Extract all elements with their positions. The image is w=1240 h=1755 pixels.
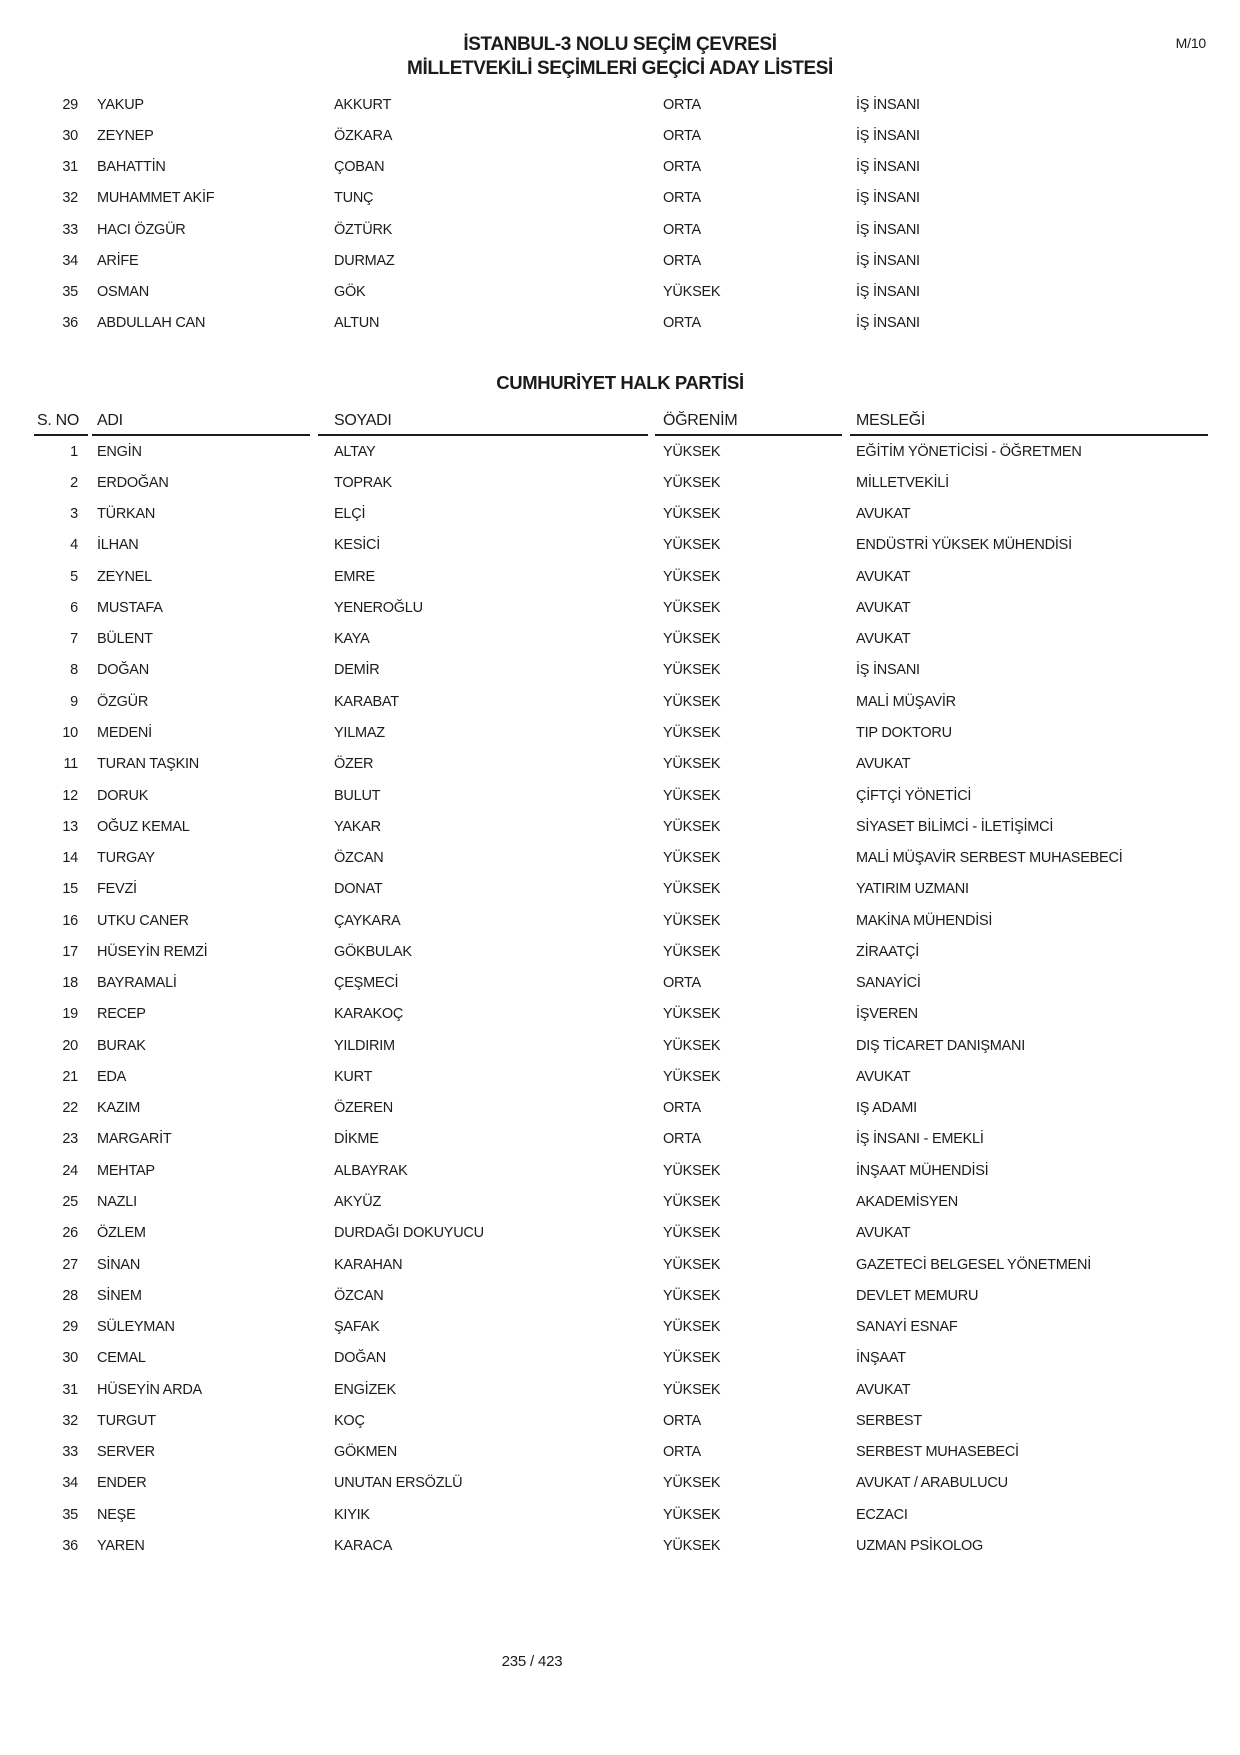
cell-ogrenim: YÜKSEK bbox=[663, 537, 721, 554]
cell-adi: HACI ÖZGÜR bbox=[97, 221, 186, 238]
cell-sira-no: 3 bbox=[70, 506, 78, 523]
candidate-row bbox=[0, 245, 1240, 276]
cell-meslegi: SERBEST MUHASEBECİ bbox=[856, 1444, 1019, 1461]
candidate-row bbox=[0, 686, 1240, 717]
cell-ogrenim: YÜKSEK bbox=[663, 756, 721, 773]
cell-soyadi: ŞAFAK bbox=[334, 1319, 380, 1336]
cell-meslegi: ZİRAATÇİ bbox=[856, 943, 919, 960]
cell-ogrenim: ORTA bbox=[663, 1444, 701, 1461]
cell-ogrenim: YÜKSEK bbox=[663, 1225, 721, 1242]
cell-soyadi: ÖZEREN bbox=[334, 1100, 393, 1117]
cell-adi: ZEYNEP bbox=[97, 127, 154, 144]
cell-soyadi: YAKAR bbox=[334, 818, 381, 835]
candidate-row bbox=[0, 624, 1240, 655]
cell-meslegi: AVUKAT / ARABULUCU bbox=[856, 1475, 1008, 1492]
cell-adi: NEŞE bbox=[97, 1506, 136, 1523]
cell-meslegi: EĞİTİM YÖNETİCİSİ - ÖĞRETMEN bbox=[856, 443, 1082, 460]
candidate-row bbox=[0, 811, 1240, 842]
cell-sira-no: 13 bbox=[62, 818, 78, 835]
candidate-row bbox=[0, 183, 1240, 214]
candidate-row bbox=[0, 1061, 1240, 1092]
cell-soyadi: KURT bbox=[334, 1068, 373, 1085]
cell-soyadi: KOÇ bbox=[334, 1412, 365, 1429]
cell-meslegi: AVUKAT bbox=[856, 1068, 911, 1085]
cell-ogrenim: ORTA bbox=[663, 315, 701, 332]
party-candidate-list bbox=[0, 436, 1240, 1562]
cell-adi: ENGİN bbox=[97, 443, 142, 460]
cell-adi: ENDER bbox=[97, 1475, 147, 1492]
candidate-row bbox=[0, 1249, 1240, 1280]
cell-soyadi: YILDIRIM bbox=[334, 1037, 395, 1054]
cell-meslegi: AVUKAT bbox=[856, 506, 911, 523]
cell-adi: NAZLI bbox=[97, 1194, 137, 1210]
cell-meslegi: İŞ İNSANI bbox=[856, 662, 920, 679]
cell-adi: KAZIM bbox=[97, 1100, 141, 1117]
cell-ogrenim: YÜKSEK bbox=[663, 818, 721, 835]
cell-adi: ABDULLAH CAN bbox=[97, 315, 206, 332]
candidate-row bbox=[0, 1124, 1240, 1155]
cell-sira-no: 28 bbox=[62, 1287, 78, 1304]
cell-sira-no: 9 bbox=[70, 693, 78, 710]
cell-soyadi: ELÇİ bbox=[334, 506, 366, 523]
cell-soyadi: UNUTAN ERSÖZLÜ bbox=[334, 1475, 463, 1492]
cell-ogrenim: YÜKSEK bbox=[663, 1068, 721, 1085]
cell-meslegi: IŞ ADAMI bbox=[856, 1100, 917, 1117]
cell-ogrenim: ORTA bbox=[663, 127, 701, 144]
candidate-row bbox=[0, 1468, 1240, 1499]
cell-sira-no: 7 bbox=[70, 631, 78, 648]
candidate-row bbox=[0, 1280, 1240, 1311]
cell-sira-no: 18 bbox=[62, 975, 78, 992]
cell-meslegi: UZMAN PSİKOLOG bbox=[856, 1537, 984, 1554]
cell-adi: UTKU CANER bbox=[97, 912, 189, 929]
cell-soyadi: KAYA bbox=[334, 631, 370, 648]
cell-adi: BAYRAMALİ bbox=[97, 975, 177, 992]
cell-sira-no: 27 bbox=[62, 1256, 78, 1273]
cell-ogrenim: YÜKSEK bbox=[663, 850, 721, 867]
cell-sira-no: 36 bbox=[62, 315, 78, 332]
column-header-adi: ADI bbox=[97, 411, 123, 429]
cell-adi: MEHTAP bbox=[97, 1162, 155, 1179]
cell-soyadi: ÖZER bbox=[334, 756, 374, 773]
cell-sira-no: 5 bbox=[70, 568, 78, 585]
cell-adi: ARİFE bbox=[97, 252, 139, 269]
cell-ogrenim: YÜKSEK bbox=[663, 631, 721, 648]
cell-adi: BURAK bbox=[97, 1037, 146, 1054]
candidate-row bbox=[0, 561, 1240, 592]
cell-soyadi: TOPRAK bbox=[334, 474, 392, 491]
cell-sira-no: 14 bbox=[62, 850, 78, 867]
cell-meslegi: İŞ İNSANI bbox=[856, 252, 920, 269]
cell-sira-no: 30 bbox=[62, 1350, 78, 1367]
column-header-ogrenim: ÖĞRENİM bbox=[663, 411, 738, 429]
candidate-row bbox=[0, 717, 1240, 748]
candidate-row bbox=[0, 436, 1240, 467]
candidate-row bbox=[0, 1530, 1240, 1561]
candidate-row bbox=[0, 120, 1240, 151]
cell-adi: SÜLEYMAN bbox=[97, 1319, 175, 1336]
candidate-row bbox=[0, 1186, 1240, 1217]
cell-soyadi: KESİCİ bbox=[334, 537, 381, 554]
cell-meslegi: İŞ İNSANI bbox=[856, 96, 920, 113]
cell-soyadi: ÖZTÜRK bbox=[334, 221, 393, 238]
cell-soyadi: KIYIK bbox=[334, 1506, 370, 1523]
cell-ogrenim: YÜKSEK bbox=[663, 1162, 721, 1179]
cell-soyadi: DONAT bbox=[334, 881, 383, 898]
cell-sira-no: 6 bbox=[70, 599, 78, 616]
candidate-row bbox=[0, 1155, 1240, 1186]
cell-ogrenim: YÜKSEK bbox=[663, 1381, 721, 1398]
column-header-meslegi: MESLEĞİ bbox=[856, 411, 926, 429]
cell-meslegi: İŞ İNSANI bbox=[856, 190, 920, 207]
cell-sira-no: 35 bbox=[62, 284, 78, 301]
cell-meslegi: MALİ MÜŞAVİR bbox=[856, 693, 956, 710]
cell-sira-no: 20 bbox=[62, 1037, 78, 1054]
cell-ogrenim: ORTA bbox=[663, 1412, 701, 1429]
column-header-sira-no: S. NO bbox=[37, 411, 80, 429]
cell-adi: HÜSEYİN REMZİ bbox=[97, 943, 208, 960]
candidate-row bbox=[0, 89, 1240, 120]
cell-meslegi: ÇİFTÇİ YÖNETİCİ bbox=[856, 787, 972, 804]
cell-meslegi: İŞ İNSANI bbox=[856, 159, 920, 176]
cell-meslegi: AVUKAT bbox=[856, 756, 911, 773]
cell-adi: HÜSEYİN ARDA bbox=[97, 1381, 202, 1398]
cell-ogrenim: YÜKSEK bbox=[663, 1037, 721, 1054]
cell-ogrenim: YÜKSEK bbox=[663, 881, 721, 898]
cell-soyadi: ALTUN bbox=[334, 315, 380, 332]
page-number: 235 / 423 bbox=[501, 1653, 563, 1670]
cell-meslegi: AVUKAT bbox=[856, 1225, 911, 1242]
cell-ogrenim: YÜKSEK bbox=[663, 662, 721, 679]
cell-ogrenim: YÜKSEK bbox=[663, 943, 721, 960]
cell-ogrenim: YÜKSEK bbox=[663, 693, 721, 710]
candidate-row bbox=[0, 968, 1240, 999]
cell-meslegi: AVUKAT bbox=[856, 599, 911, 616]
candidate-row bbox=[0, 467, 1240, 498]
cell-meslegi: İNŞAAT bbox=[856, 1350, 906, 1367]
cell-sira-no: 26 bbox=[62, 1225, 78, 1242]
cell-adi: SİNEM bbox=[97, 1287, 142, 1304]
cell-adi: TURGAY bbox=[97, 850, 155, 867]
cell-soyadi: TUNÇ bbox=[334, 190, 374, 207]
cell-soyadi: AKYÜZ bbox=[334, 1194, 382, 1210]
cell-sira-no: 2 bbox=[70, 474, 78, 491]
cell-adi: SİNAN bbox=[97, 1256, 141, 1273]
cell-ogrenim: ORTA bbox=[663, 159, 701, 176]
document-title-line2: MİLLETVEKİLİ SEÇİMLERİ GEÇİCİ ADAY LİSTESİ bbox=[407, 58, 833, 79]
candidate-row bbox=[0, 780, 1240, 811]
cell-adi: ZEYNEL bbox=[97, 568, 152, 585]
candidate-row bbox=[0, 749, 1240, 780]
cell-ogrenim: YÜKSEK bbox=[663, 474, 721, 491]
cell-sira-no: 29 bbox=[62, 96, 78, 113]
cell-meslegi: DEVLET MEMURU bbox=[856, 1287, 979, 1304]
cell-sira-no: 15 bbox=[62, 881, 78, 898]
cell-ogrenim: YÜKSEK bbox=[663, 787, 721, 804]
cell-ogrenim: YÜKSEK bbox=[663, 1537, 721, 1554]
cell-ogrenim: ORTA bbox=[663, 252, 701, 269]
candidate-row bbox=[0, 999, 1240, 1030]
cell-adi: ÖZLEM bbox=[97, 1225, 146, 1242]
cell-soyadi: KARACA bbox=[334, 1537, 393, 1554]
cell-ogrenim: YÜKSEK bbox=[663, 1194, 721, 1210]
cell-soyadi: ÇAYKARA bbox=[334, 912, 401, 929]
cell-ogrenim: ORTA bbox=[663, 221, 701, 238]
candidate-row bbox=[0, 1405, 1240, 1436]
cell-meslegi: SİYASET BİLİMCİ - İLETİŞİMCİ bbox=[856, 818, 1054, 835]
cell-sira-no: 32 bbox=[62, 190, 78, 207]
cell-sira-no: 36 bbox=[62, 1537, 78, 1554]
cell-meslegi: YATIRIM UZMANI bbox=[856, 881, 969, 898]
cell-ogrenim: YÜKSEK bbox=[663, 506, 721, 523]
cell-sira-no: 33 bbox=[62, 221, 78, 238]
cell-ogrenim: YÜKSEK bbox=[663, 1350, 721, 1367]
candidate-row bbox=[0, 1030, 1240, 1061]
cell-soyadi: ALTAY bbox=[334, 443, 376, 460]
cell-meslegi: ECZACI bbox=[856, 1506, 908, 1523]
cell-adi: FEVZİ bbox=[97, 881, 137, 898]
cell-meslegi: DIŞ TİCARET DANIŞMANI bbox=[856, 1037, 1026, 1054]
cell-soyadi: ÇEŞMECİ bbox=[334, 975, 399, 992]
cell-sira-no: 31 bbox=[62, 159, 78, 176]
cell-meslegi: AVUKAT bbox=[856, 568, 911, 585]
cell-adi: RECEP bbox=[97, 1006, 146, 1023]
cell-meslegi: MAKİNA MÜHENDİSİ bbox=[856, 912, 993, 929]
cell-sira-no: 22 bbox=[62, 1100, 78, 1117]
cell-ogrenim: YÜKSEK bbox=[663, 1475, 721, 1492]
previous-party-candidate-list bbox=[0, 89, 1240, 339]
cell-meslegi: AVUKAT bbox=[856, 631, 911, 648]
cell-sira-no: 23 bbox=[62, 1131, 78, 1148]
candidate-row bbox=[0, 874, 1240, 905]
cell-soyadi: BULUT bbox=[334, 787, 381, 804]
candidate-row bbox=[0, 530, 1240, 561]
cell-adi: MARGARİT bbox=[97, 1131, 172, 1148]
cell-meslegi: İŞ İNSANI bbox=[856, 315, 920, 332]
cell-adi: ERDOĞAN bbox=[97, 474, 169, 491]
cell-ogrenim: ORTA bbox=[663, 1131, 701, 1148]
page-marker: M/10 bbox=[1175, 35, 1206, 51]
cell-ogrenim: ORTA bbox=[663, 1100, 701, 1117]
cell-soyadi: ÖZCAN bbox=[334, 850, 384, 867]
cell-soyadi: YILMAZ bbox=[334, 725, 385, 742]
candidate-row bbox=[0, 1343, 1240, 1374]
cell-adi: TURAN TAŞKIN bbox=[97, 756, 200, 773]
cell-sira-no: 11 bbox=[63, 756, 78, 773]
cell-adi: DOĞAN bbox=[97, 662, 149, 679]
cell-adi: SERVER bbox=[97, 1444, 155, 1461]
cell-meslegi: ENDÜSTRİ YÜKSEK MÜHENDİSİ bbox=[856, 537, 1072, 554]
table-header-row bbox=[0, 406, 1240, 435]
cell-soyadi: AKKURT bbox=[334, 96, 392, 113]
cell-soyadi: DOĞAN bbox=[334, 1350, 386, 1367]
cell-sira-no: 34 bbox=[62, 252, 78, 269]
party-name-heading: CUMHURİYET HALK PARTİSİ bbox=[496, 372, 744, 393]
cell-ogrenim: ORTA bbox=[663, 190, 701, 207]
document-title-line1: İSTANBUL-3 NOLU SEÇİM ÇEVRESİ bbox=[463, 34, 777, 55]
cell-meslegi: GAZETECİ BELGESEL YÖNETMENİ bbox=[856, 1256, 1091, 1273]
cell-soyadi: DURDAĞI DOKUYUCU bbox=[334, 1225, 484, 1242]
cell-ogrenim: YÜKSEK bbox=[663, 1256, 721, 1273]
cell-meslegi: SANAYİCİ bbox=[856, 975, 921, 992]
cell-adi: MUHAMMET AKİF bbox=[97, 190, 215, 207]
cell-adi: MUSTAFA bbox=[97, 599, 163, 616]
candidate-row bbox=[0, 152, 1240, 183]
cell-meslegi: SANAYİ ESNAF bbox=[856, 1319, 958, 1336]
cell-sira-no: 34 bbox=[62, 1475, 78, 1492]
cell-ogrenim: YÜKSEK bbox=[663, 284, 721, 301]
cell-ogrenim: YÜKSEK bbox=[663, 568, 721, 585]
cell-sira-no: 33 bbox=[62, 1444, 78, 1461]
cell-sira-no: 32 bbox=[62, 1412, 78, 1429]
cell-meslegi: AVUKAT bbox=[856, 1381, 911, 1398]
cell-adi: EDA bbox=[97, 1068, 127, 1085]
candidate-row bbox=[0, 499, 1240, 530]
cell-ogrenim: YÜKSEK bbox=[663, 1319, 721, 1336]
candidate-row bbox=[0, 1093, 1240, 1124]
cell-meslegi: İNŞAAT MÜHENDİSİ bbox=[856, 1162, 989, 1179]
cell-adi: CEMAL bbox=[97, 1350, 146, 1367]
candidate-row bbox=[0, 1311, 1240, 1342]
cell-adi: YAKUP bbox=[97, 96, 144, 113]
cell-sira-no: 12 bbox=[62, 787, 78, 804]
cell-meslegi: TIP DOKTORU bbox=[856, 725, 952, 742]
cell-sira-no: 21 bbox=[62, 1068, 78, 1085]
cell-soyadi: ÇOBAN bbox=[334, 159, 385, 176]
cell-sira-no: 4 bbox=[70, 537, 78, 554]
candidate-row bbox=[0, 1499, 1240, 1530]
cell-sira-no: 8 bbox=[70, 662, 78, 679]
cell-soyadi: ENGİZEK bbox=[334, 1381, 396, 1398]
cell-ogrenim: ORTA bbox=[663, 96, 701, 113]
cell-adi: BÜLENT bbox=[97, 631, 153, 648]
cell-ogrenim: YÜKSEK bbox=[663, 1006, 721, 1023]
cell-soyadi: DİKME bbox=[334, 1131, 379, 1148]
cell-ogrenim: YÜKSEK bbox=[663, 1287, 721, 1304]
candidate-row bbox=[0, 277, 1240, 308]
cell-sira-no: 17 bbox=[62, 943, 78, 960]
cell-adi: TÜRKAN bbox=[97, 506, 156, 523]
column-header-soyadi: SOYADI bbox=[334, 411, 392, 429]
cell-soyadi: GÖKBULAK bbox=[334, 943, 412, 960]
candidate-row bbox=[0, 936, 1240, 967]
candidate-row bbox=[0, 592, 1240, 623]
cell-soyadi: ALBAYRAK bbox=[334, 1162, 408, 1179]
cell-sira-no: 35 bbox=[62, 1506, 78, 1523]
cell-sira-no: 30 bbox=[62, 127, 78, 144]
cell-sira-no: 29 bbox=[62, 1319, 78, 1336]
cell-adi: MEDENİ bbox=[97, 725, 152, 742]
candidate-row bbox=[0, 1218, 1240, 1249]
cell-meslegi: AKADEMİSYEN bbox=[856, 1194, 958, 1210]
cell-ogrenim: YÜKSEK bbox=[663, 912, 721, 929]
candidate-row bbox=[0, 905, 1240, 936]
cell-sira-no: 16 bbox=[62, 912, 78, 929]
cell-meslegi: MALİ MÜŞAVİR SERBEST MUHASEBECİ bbox=[856, 850, 1123, 867]
cell-meslegi: MİLLETVEKİLİ bbox=[856, 474, 949, 491]
cell-ogrenim: YÜKSEK bbox=[663, 599, 721, 616]
cell-adi: OSMAN bbox=[97, 284, 149, 301]
cell-meslegi: İŞ İNSANI bbox=[856, 127, 920, 144]
cell-ogrenim: YÜKSEK bbox=[663, 443, 721, 460]
cell-soyadi: EMRE bbox=[334, 568, 375, 585]
cell-sira-no: 19 bbox=[62, 1006, 78, 1023]
cell-soyadi: DURMAZ bbox=[334, 252, 395, 269]
cell-sira-no: 10 bbox=[62, 725, 78, 742]
cell-adi: ÖZGÜR bbox=[97, 693, 149, 710]
cell-meslegi: İŞVEREN bbox=[856, 1006, 918, 1023]
candidate-row bbox=[0, 1437, 1240, 1468]
cell-adi: BAHATTİN bbox=[97, 159, 166, 176]
cell-sira-no: 24 bbox=[62, 1162, 78, 1179]
cell-ogrenim: YÜKSEK bbox=[663, 1506, 721, 1523]
cell-soyadi: ÖZKARA bbox=[334, 127, 393, 144]
cell-ogrenim: ORTA bbox=[663, 975, 701, 992]
cell-meslegi: İŞ İNSANI - EMEKLİ bbox=[856, 1131, 984, 1148]
cell-ogrenim: YÜKSEK bbox=[663, 725, 721, 742]
cell-soyadi: DEMİR bbox=[334, 662, 380, 679]
cell-soyadi: YENEROĞLU bbox=[334, 599, 423, 616]
cell-adi: YAREN bbox=[97, 1537, 145, 1554]
candidate-row bbox=[0, 214, 1240, 245]
cell-adi: TURGUT bbox=[97, 1412, 156, 1429]
cell-soyadi: GÖK bbox=[334, 284, 366, 301]
candidate-row bbox=[0, 308, 1240, 339]
cell-adi: İLHAN bbox=[97, 537, 139, 554]
cell-soyadi: KARAKOÇ bbox=[334, 1006, 404, 1023]
cell-meslegi: SERBEST bbox=[856, 1412, 922, 1429]
cell-soyadi: KARABAT bbox=[334, 693, 399, 710]
candidate-row bbox=[0, 1374, 1240, 1405]
cell-soyadi: GÖKMEN bbox=[334, 1444, 397, 1461]
cell-sira-no: 25 bbox=[62, 1194, 78, 1210]
candidate-row bbox=[0, 655, 1240, 686]
cell-soyadi: KARAHAN bbox=[334, 1256, 403, 1273]
cell-meslegi: İŞ İNSANI bbox=[856, 284, 920, 301]
cell-adi: DORUK bbox=[97, 787, 149, 804]
cell-sira-no: 31 bbox=[62, 1381, 78, 1398]
cell-adi: OĞUZ KEMAL bbox=[97, 818, 190, 835]
cell-meslegi: İŞ İNSANI bbox=[856, 221, 920, 238]
candidate-row bbox=[0, 842, 1240, 873]
cell-sira-no: 1 bbox=[70, 443, 78, 460]
cell-soyadi: ÖZCAN bbox=[334, 1287, 384, 1304]
